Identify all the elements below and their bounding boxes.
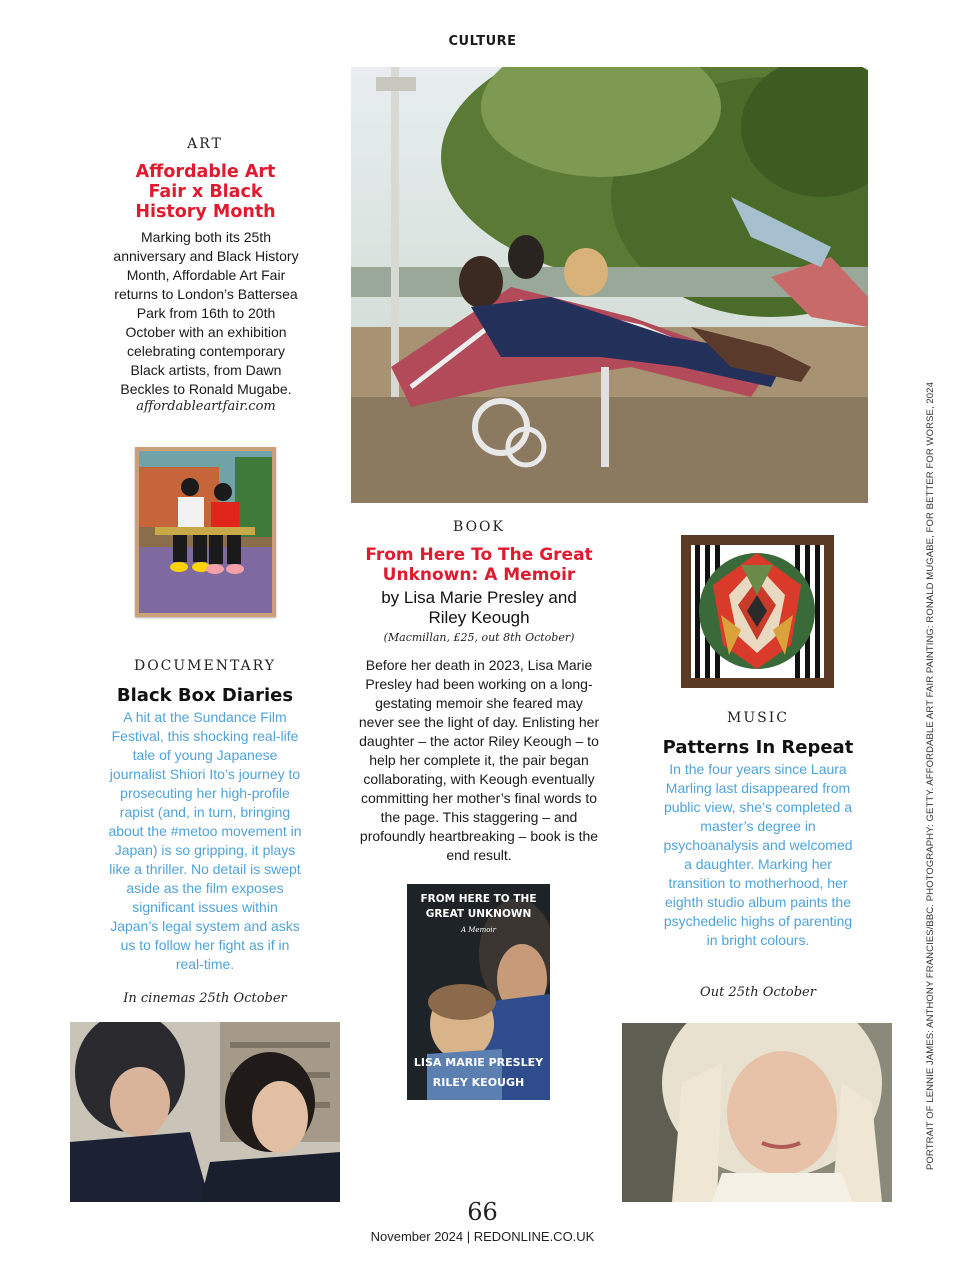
- book-cover-author-1: LISA MARIE PRESLEY: [413, 1056, 544, 1069]
- book-cover-author-2: RILEY KEOUGH: [432, 1076, 525, 1089]
- book-byline: by Lisa Marie Presley and Riley Keough: [381, 588, 577, 627]
- album-artwork: [681, 535, 834, 688]
- art-painting: [135, 447, 276, 617]
- documentary-kicker: DOCUMENTARY: [133, 658, 277, 674]
- book-kicker: BOOK: [453, 519, 505, 535]
- documentary-headline: Black Box Diaries: [116, 685, 294, 706]
- book-cover-title: FROM HERE TO THE GREAT UNKNOWN: [420, 893, 537, 920]
- page-number: 66: [467, 1198, 498, 1226]
- art-url[interactable]: affordableartfair.com: [136, 399, 276, 414]
- music-date: Out 25th October: [700, 985, 816, 1000]
- music-portrait: [622, 1023, 892, 1202]
- art-body: Marking both its 25th anniversary and Black History Month, Affordable Art Fair returns to London’s Battersea Park from 16th to 20th October with an exhibition celebrating contemporary Black artists, from Dawn Beckles to Ronald Mugabe.: [113, 229, 299, 397]
- music-headline: Patterns In Repeat: [662, 737, 854, 758]
- book-cover-subtitle: A Memoir: [460, 926, 497, 934]
- art-headline: Affordable Art Fair x Black History Month: [135, 162, 276, 223]
- photo-credits: PORTRAIT OF LENNIE JAMES: ANTHONY FRANCIES/BBC. PHOTOGRAPHY: GETTY. AFFORDABLE ART FAIR PAINTING: RONALD MUGABE, FOR BETTER FOR WORSE, 2024: [925, 382, 936, 1170]
- book-headline: From Here To The Great Unknown: A Memoir: [365, 545, 593, 585]
- documentary-still: [70, 1022, 340, 1202]
- book-details: (Macmillan, £25, out 8th October): [383, 631, 575, 644]
- music-kicker: MUSIC: [727, 710, 789, 726]
- hero-photo: [351, 67, 868, 503]
- footer-issue-site: November 2024 | REDONLINE.CO.UK: [370, 1229, 595, 1244]
- book-body: Before her death in 2023, Lisa Marie Presley had been working on a long-gestating memoir she feared may never see the light of day. Enlisting her daughter – the actor Riley Keough – to help her complete it, the pair began collaborating, with Keough eventually committing her mother’s final words to the page. This staggering – and profoundly heartbreaking – book is the end result.: [358, 657, 600, 863]
- documentary-body: A hit at the Sundance Film Festival, this shocking real-life tale of young Japanese journalist Shiori Ito’s journey to prosecuting her high-profile rapist (and, in turn, bringing about the #metoo movement in Japan) is so gripping, it plays like a thriller. No detail is swept aside as the film exposes significant issues within Japan’s legal system and asks us to follow her fight as if in real-time.: [108, 709, 302, 972]
- music-body: In the four years since Laura Marling last disappeared from public view, she’s completed a master’s degree in psychoanalysis and welcomed a daughter. Marking her transition to motherhood, her eighth studio album paints the psychedelic highs of parenting in bright colours.: [663, 761, 853, 948]
- book-cover: [407, 884, 550, 1100]
- documentary-date: In cinemas 25th October: [123, 991, 287, 1006]
- art-kicker: ART: [187, 136, 223, 152]
- section-label: CULTURE: [448, 34, 517, 49]
